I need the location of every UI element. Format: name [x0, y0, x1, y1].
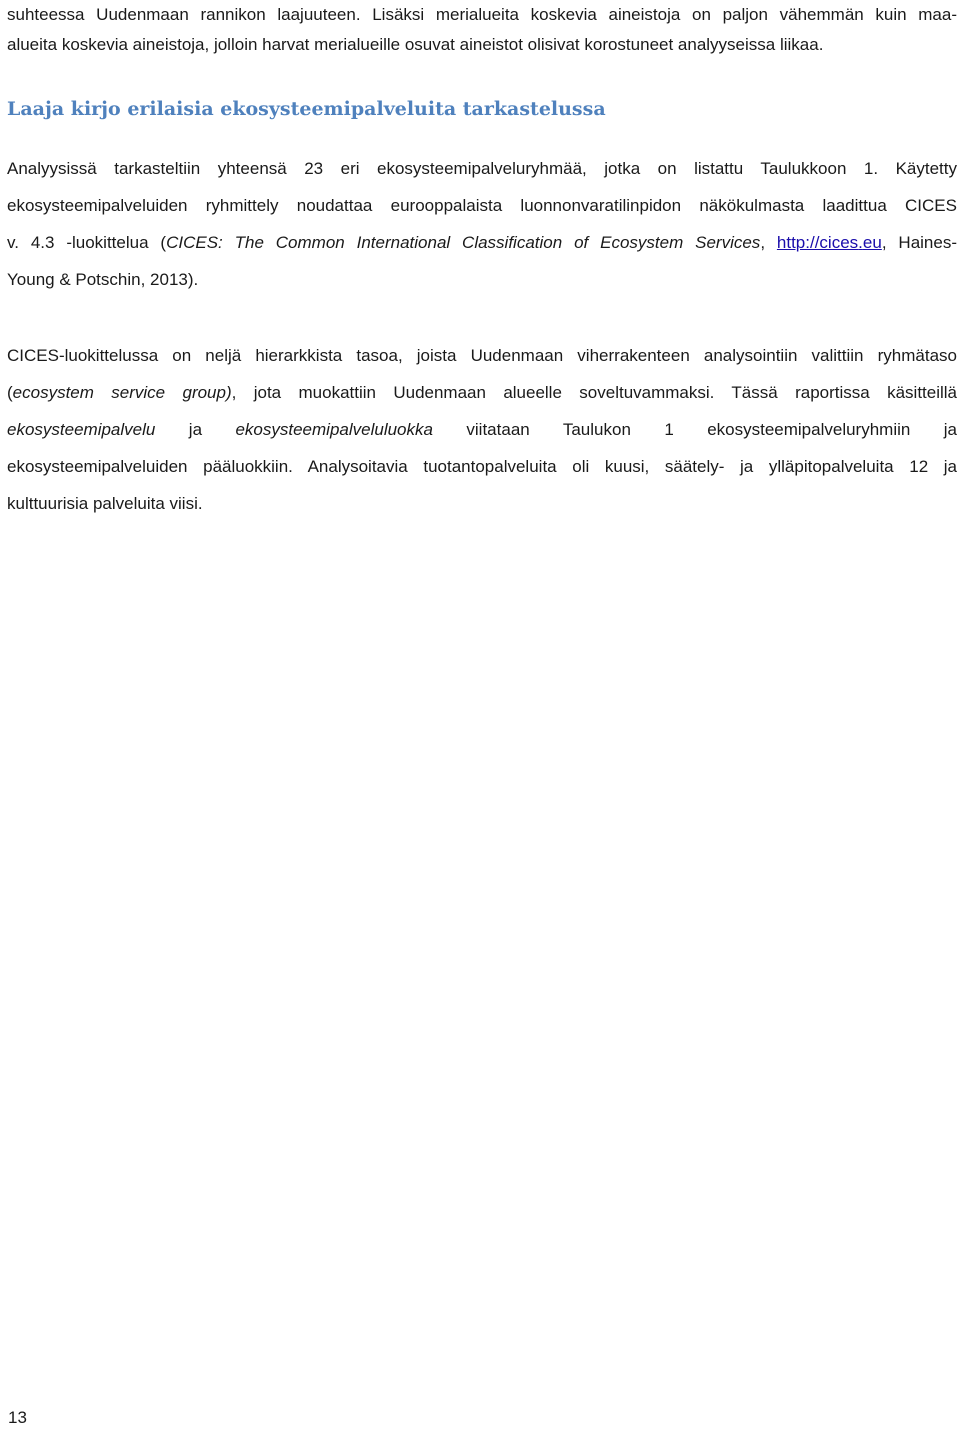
ecosystem-service-group-term: ecosystem service group) — [12, 383, 232, 402]
cices-link-dot[interactable]: . — [858, 233, 863, 252]
para3-text: ja — [188, 420, 203, 439]
para3-line-4: ekosysteemipalveluiden pääluokkiin. Analysoitavia tuotantopalveluita oli kuusi, säätely- ja ylläpitopalveluita 12 ja — [7, 457, 957, 476]
paragraph-analysis — [7, 150, 957, 298]
para3-line-3 — [7, 411, 957, 448]
para3-line-2 — [7, 374, 957, 411]
page-number: 13 — [8, 1408, 27, 1427]
cices-link-part1[interactable]: http://cices — [776, 233, 859, 252]
cices-link[interactable] — [777, 233, 882, 252]
intro-line-2: alueita koskevia aineistoja, jolloin harvat merialueille osuvat aineistot olisivat korostuneet analyyseissa liikaa. — [7, 35, 824, 54]
para3-line-1: CICES-luokittelussa on neljä hierarkkista tasoa, joista Uudenmaan viherrakenteen analysointiin valittiin ryhmätaso — [7, 346, 957, 365]
section-heading: Laaja kirjo erilaisia ekosysteemipalveluita tarkastelussa — [7, 98, 606, 120]
para2-line-1: Analyysissä tarkasteltiin yhteensä 23 eri ekosysteemipalveluryhmää, jotka on listattu Taulukkoon 1. Käytetty — [7, 159, 957, 178]
para2-line-2: ekosysteemipalveluiden ryhmittely noudattaa eurooppalaista luonnonvaratilinpidon näkökulmasta laadittua CICES — [7, 196, 957, 215]
cices-link-part2[interactable]: eu — [862, 233, 882, 252]
para2-line-3 — [7, 224, 957, 261]
para3-text: viitataan Taulukon 1 ekosysteemipalveluryhmiin ja — [466, 420, 957, 439]
term-ekosysteemipalvelu: ekosysteemipalvelu — [7, 420, 156, 439]
para2-text: v. 4.3 -luokittelua ( — [7, 233, 167, 252]
para2-line-4: Young & Potschin, 2013). — [7, 270, 199, 289]
cices-title: CICES: The Common International Classification of Ecosystem Services — [166, 233, 761, 252]
term-ekosysteemipalveluluokka: ekosysteemipalveluluokka — [235, 420, 433, 439]
para2-text: , Haines- — [881, 233, 957, 252]
paragraph-cices — [7, 337, 957, 522]
intro-line-1: suhteessa Uudenmaan rannikon laajuuteen. Lisäksi merialueita koskevia aineistoja on paljon vähemmän kuin maa- — [7, 5, 957, 24]
para3-text: ( — [7, 383, 13, 402]
para3-line-5: kulttuurisia palveluita viisi. — [7, 494, 203, 513]
para3-text: , jota muokattiin Uudenmaan alueelle soveltuvammaksi. Tässä raportissa käsitteillä — [231, 383, 958, 402]
intro-paragraph — [7, 0, 957, 60]
para2-text: , — [760, 233, 777, 252]
